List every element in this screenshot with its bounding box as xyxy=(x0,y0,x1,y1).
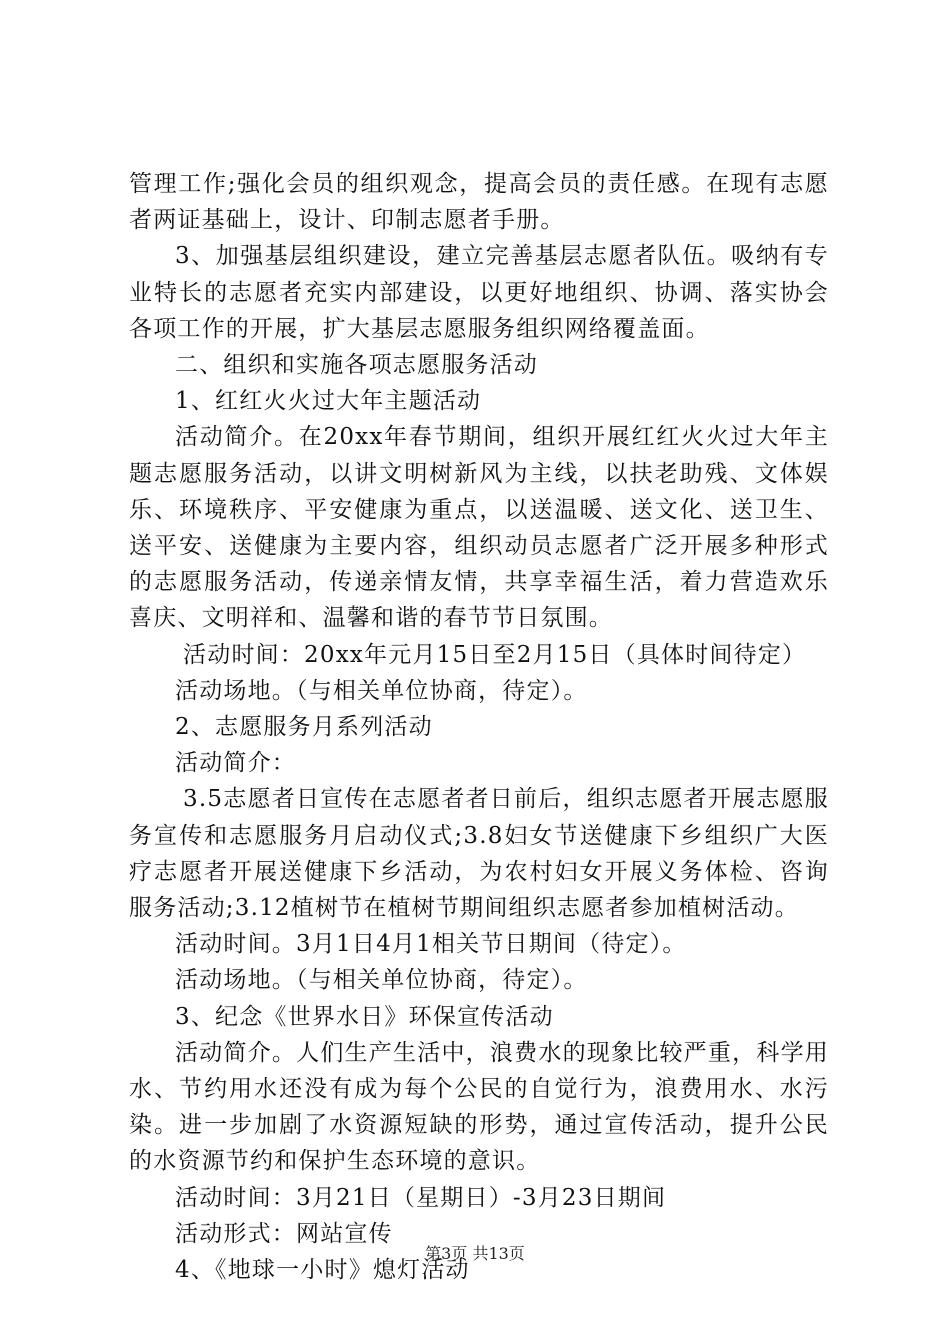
paragraph-member-management: 管理工作;强化会员的组织观念，提高会员的责任感。在现有志愿者两证基础上，设计、印制志愿者手册。 xyxy=(129,171,829,234)
activity-form-water-day: 活动形式：网站宣传 xyxy=(175,1220,393,1247)
activity-venue-spring-festival: 活动场地。（与相关单位协商，待定）。 xyxy=(175,677,588,704)
activity-venue-volunteer-month: 活动场地。（与相关单位协商，待定）。 xyxy=(175,967,588,994)
paragraph-grassroots-organization: 3、加强基层组织建设，建立完善基层志愿者队伍。吸纳有专业特长的志愿者充实内部建设，以更好地组织、协调、落实协会各项工作的开展，扩大基层志愿服务组织网络覆盖面。 xyxy=(129,243,829,342)
document-body xyxy=(129,166,829,1288)
activity-intro-label-volunteer-month: 活动简介： xyxy=(175,750,296,777)
activity-time-spring-festival: 活动时间：20xx年元月15日至2月15日（具体时间待定） xyxy=(183,641,807,668)
activity-heading-spring-festival: 1、红红火火过大年主题活动 xyxy=(175,388,482,415)
activity-intro-volunteer-month: 3.5志愿者日宣传在志愿者者日前后，组织志愿者开展志愿服务宣传和志愿服务月启动仪式;3.8妇女节送健康下乡组织广大医疗志愿者开展送健康下乡活动，为农村妇女开展义务体检、咨询服务活动;3.12植树节在植树节期间组织志愿者参加植树活动。 xyxy=(129,786,829,922)
activity-time-volunteer-month: 活动时间。3月1日4月1相关节日期间（待定）。 xyxy=(175,931,687,958)
activity-heading-water-day: 3、纪念《世界水日》环保宣传活动 xyxy=(175,1003,554,1030)
page-number-footer: 第3页 共13页 xyxy=(425,1244,525,1263)
activity-intro-water-day: 活动简介。人们生产生活中，浪费水的现象比较严重，科学用水、节约用水还没有成为每个公民的自觉行为，浪费用水、水污染。进一步加剧了水资源短缺的形势，通过宣传活动，提升公民的水资源节约和保护生态环境的意识。 xyxy=(129,1039,829,1175)
section-heading-activities: 二、组织和实施各项志愿服务活动 xyxy=(175,352,538,379)
activity-heading-earth-hour: 4、《地球一小时》熄灯活动 xyxy=(175,1257,470,1284)
activity-heading-volunteer-month: 2、志愿服务月系列活动 xyxy=(175,714,433,741)
activity-time-water-day: 活动时间：3月21日（星期日）-3月23日期间 xyxy=(175,1184,667,1211)
activity-intro-spring-festival: 活动简介。在20xx年春节期间，组织开展红红火火过大年主题志愿服务活动，以讲文明树新风为主线，以扶老助残、文体娱乐、环境秩序、平安健康为重点，以送温暖、送文化、送卫生、送平安、送健康为主要内容，组织动员志愿者广泛开展多种形式的志愿服务活动，传递亲情友情，共享幸福生活，着力营造欢乐喜庆、文明祥和、温馨和谐的春节节日氛围。 xyxy=(129,424,829,632)
